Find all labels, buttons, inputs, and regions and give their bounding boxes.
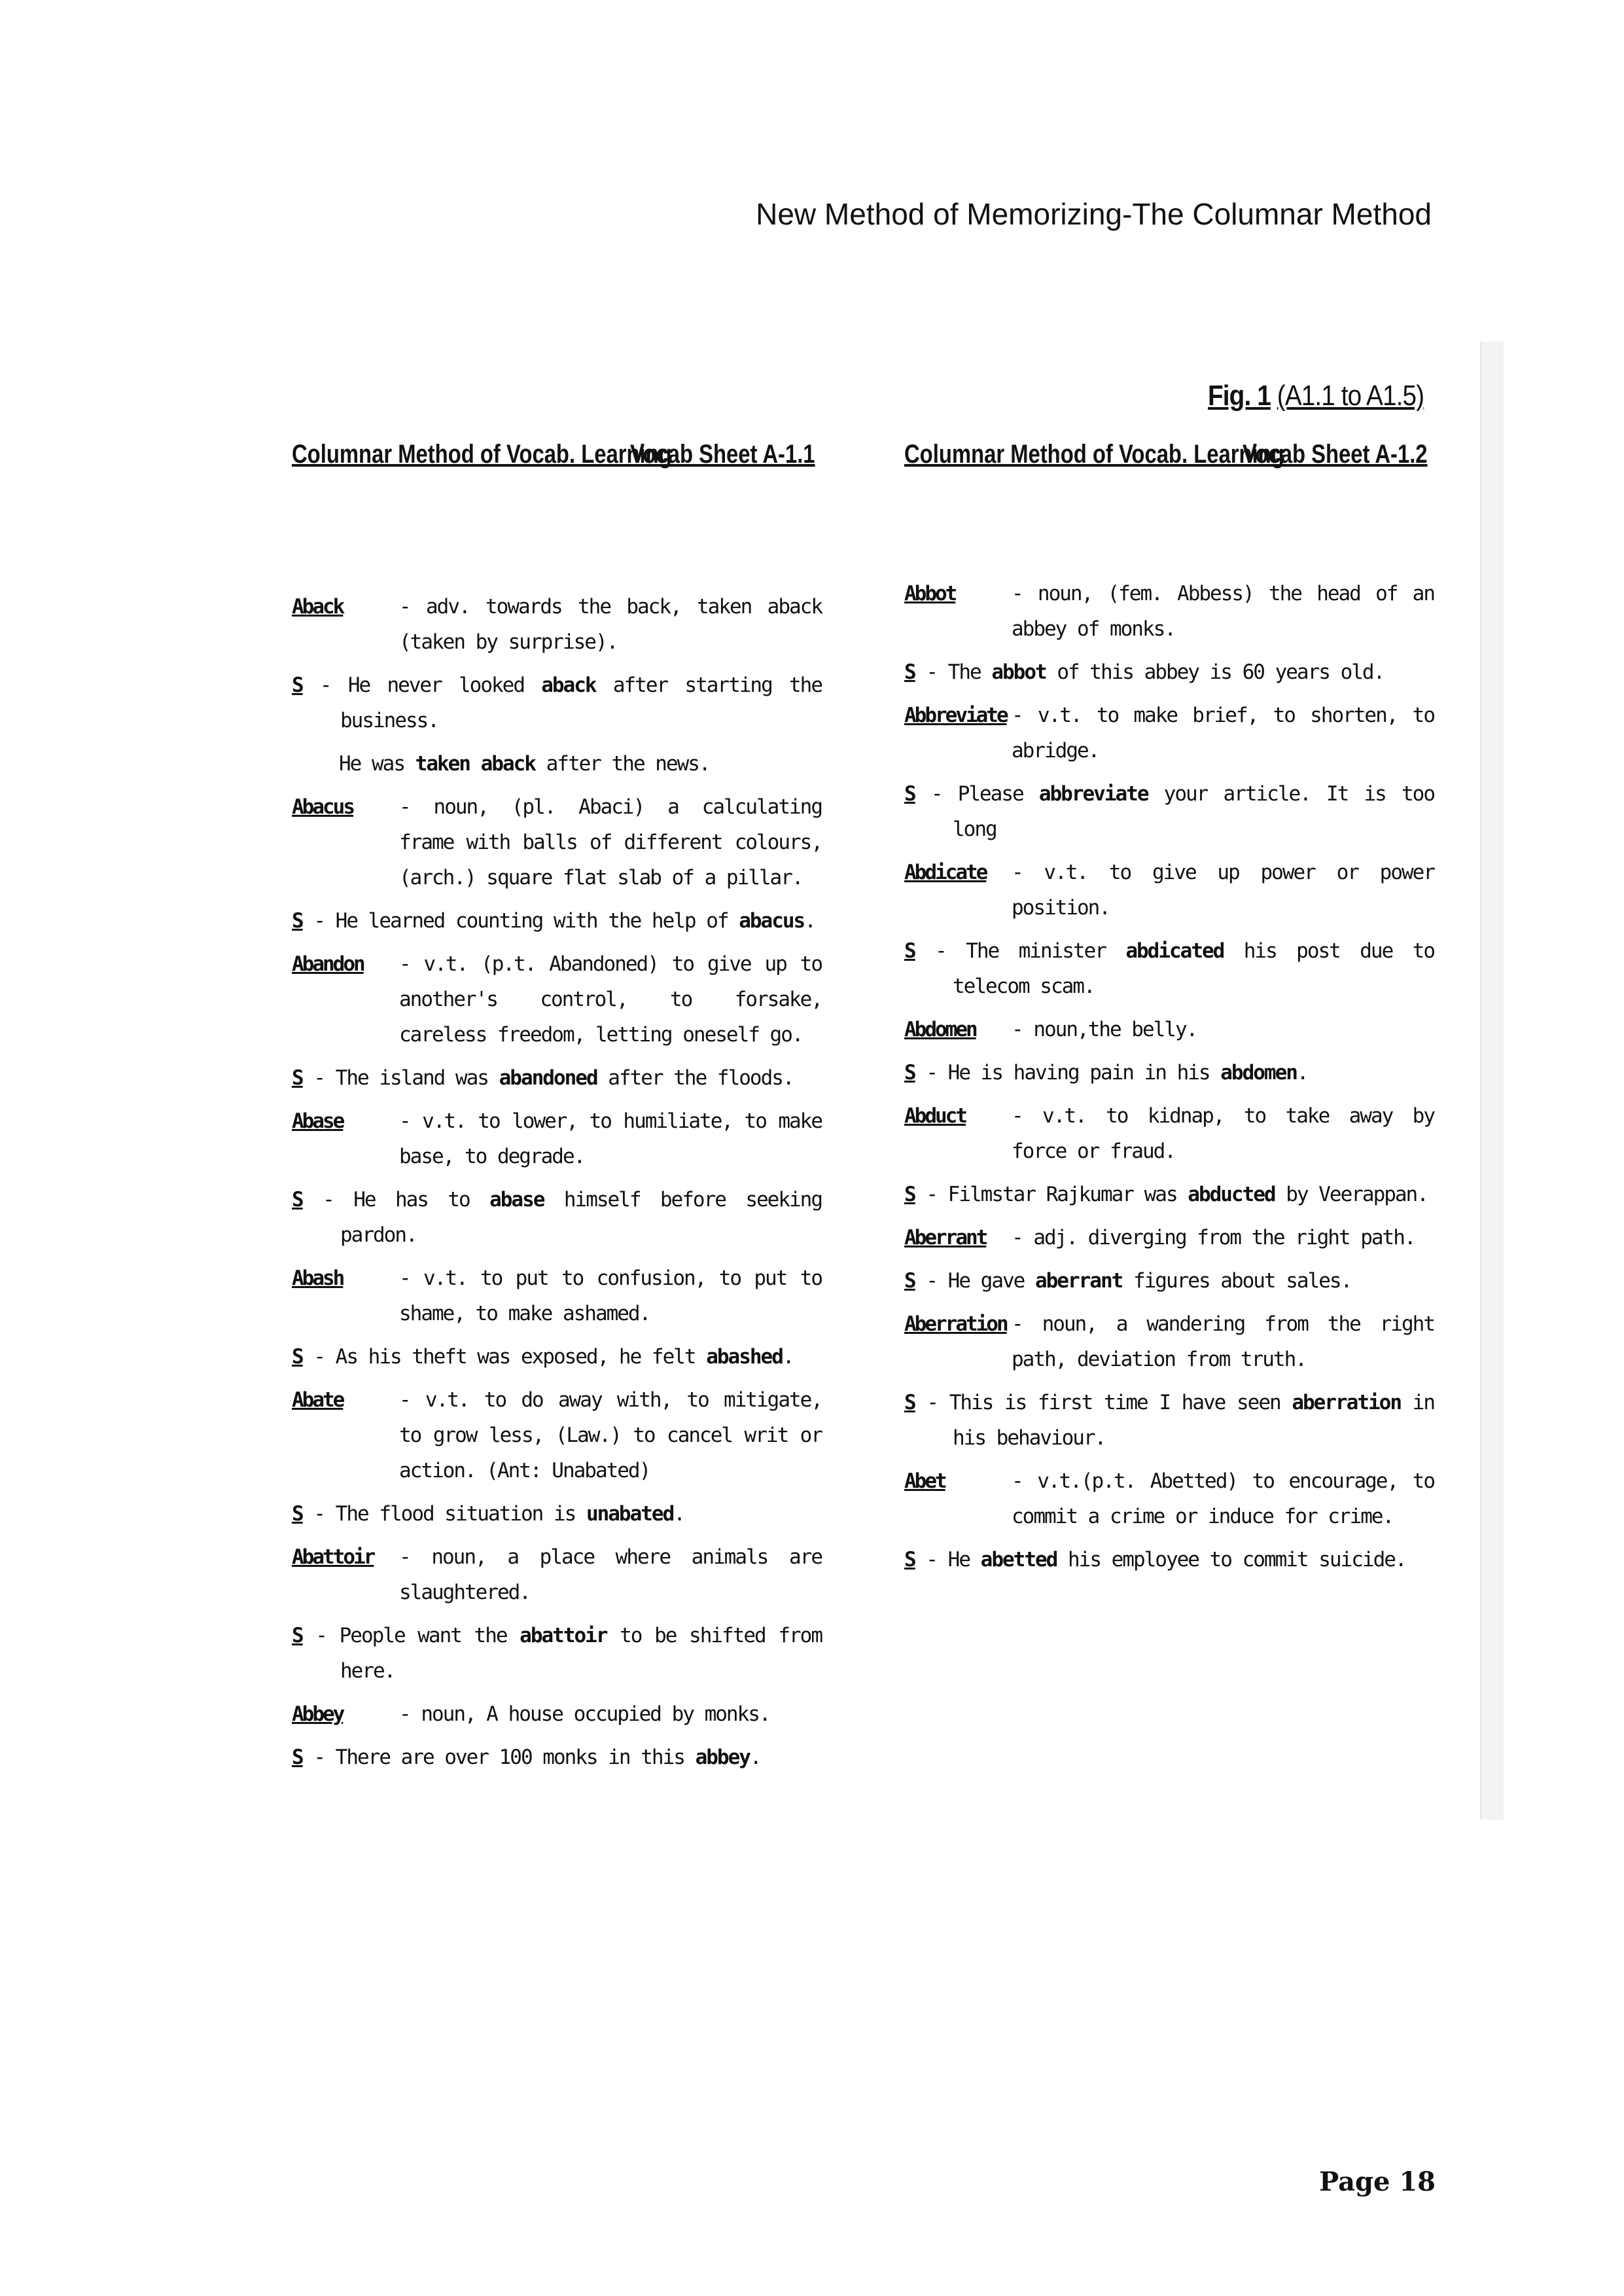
headword: Abdicate bbox=[904, 861, 987, 884]
headword: Abdomen bbox=[904, 1018, 976, 1041]
sentence-marker: S bbox=[292, 1624, 303, 1647]
definition: - noun, (fem. Abbess) the head of an abbey of monks. bbox=[1012, 582, 1434, 641]
definition: - noun, a place where animals are slaughtered. bbox=[399, 1545, 822, 1604]
sentence-dash: - bbox=[915, 1269, 948, 1293]
example-sentence bbox=[292, 903, 822, 939]
example-sentence bbox=[904, 1055, 1434, 1090]
sentence-post: his post due to telecom scam. bbox=[953, 939, 1434, 998]
example-sentence bbox=[292, 746, 822, 781]
sentence-pre: He bbox=[947, 1548, 981, 1571]
definition: - adj. diverging from the right path. bbox=[1012, 1226, 1415, 1249]
definition: - v.t. to give up power or power position. bbox=[1012, 861, 1434, 920]
sentence-keyword: aback bbox=[541, 673, 596, 697]
sentence-keyword: aberrant bbox=[1034, 1269, 1123, 1293]
sentence-keyword: abandoned bbox=[499, 1066, 597, 1090]
sentence-post: figures about sales. bbox=[1122, 1269, 1352, 1293]
sentence-pre: He has to bbox=[353, 1188, 490, 1211]
example-sentence bbox=[904, 655, 1434, 690]
sheet-id: Vocab Sheet A-1.1 bbox=[630, 440, 815, 469]
sentence-pre: He gave bbox=[947, 1269, 1035, 1293]
sentence-post: himself before seeking pardon. bbox=[340, 1188, 822, 1247]
vocab-column-right bbox=[904, 576, 1434, 1585]
vocab-entry bbox=[904, 1220, 1434, 1255]
sentence-pre: He learned counting with the help of bbox=[335, 909, 739, 933]
sentence-pre: The island was bbox=[335, 1066, 499, 1090]
example-sentence bbox=[904, 1177, 1434, 1212]
sentence-dash: - bbox=[302, 1188, 354, 1211]
definition: - v.t.(p.t. Abetted) to encourage, to commit a crime or induce for crime. bbox=[1012, 1469, 1434, 1528]
sentence-post: to be shifted from here. bbox=[340, 1624, 822, 1683]
sentence-post: after the news. bbox=[535, 752, 710, 776]
sentence-keyword: abdomen bbox=[1220, 1061, 1297, 1085]
sentence-post: his employee to commit suicide. bbox=[1057, 1548, 1406, 1571]
sentence-dash: - bbox=[915, 1183, 948, 1206]
sentence-post: your article. It is too long bbox=[953, 782, 1434, 841]
sentence-pre: People want the bbox=[339, 1624, 520, 1647]
sentence-marker: S bbox=[292, 1345, 303, 1369]
headword: Abase bbox=[292, 1109, 344, 1133]
vocab-entry bbox=[292, 1382, 822, 1488]
vocab-entry bbox=[904, 698, 1434, 768]
sentence-pre: As his theft was exposed, he felt bbox=[335, 1345, 707, 1369]
sentence-marker: S bbox=[292, 673, 303, 697]
example-sentence bbox=[292, 1496, 822, 1532]
sentence-dash: - bbox=[302, 1746, 336, 1769]
definition: - v.t. to do away with, to mitigate, to grow less, (Law.) to cancel writ or action. (Ant: Unabated) bbox=[399, 1388, 822, 1482]
sentence-keyword: abbreviate bbox=[1038, 782, 1148, 806]
headword: Abattoir bbox=[292, 1545, 374, 1569]
sentence-dash: - bbox=[915, 660, 948, 684]
sentence-marker: S bbox=[292, 909, 303, 933]
sentence-keyword: abbey bbox=[695, 1746, 750, 1769]
definition: - noun, a wandering from the right path, deviation from truth. bbox=[1012, 1312, 1434, 1371]
sentence-keyword: abetted bbox=[980, 1548, 1057, 1571]
sentence-post: of this abbey is 60 years old. bbox=[1046, 660, 1385, 684]
sentence-marker: S bbox=[292, 1746, 303, 1769]
figure-range: (A1.1 to A1.5) bbox=[1277, 380, 1424, 412]
sentence-pre: Filmstar Rajkumar was bbox=[947, 1183, 1188, 1206]
sentence-dash: - bbox=[915, 1391, 949, 1414]
figure-caption bbox=[1208, 380, 1424, 412]
example-sentence bbox=[904, 1385, 1434, 1456]
vocab-entry bbox=[292, 1103, 822, 1174]
sentence-keyword: aberration bbox=[1292, 1391, 1401, 1414]
sentence-post: . bbox=[1296, 1061, 1308, 1085]
sentence-marker: S bbox=[904, 1269, 915, 1293]
vocab-entry bbox=[904, 576, 1434, 647]
sentence-keyword: abacus bbox=[739, 909, 805, 933]
sentence-keyword: abase bbox=[489, 1188, 544, 1211]
sentence-keyword: abashed bbox=[706, 1345, 783, 1369]
vocab-entry bbox=[904, 1098, 1434, 1169]
example-sentence bbox=[292, 1618, 822, 1689]
headword: Abacus bbox=[292, 795, 353, 819]
sentence-post: . bbox=[749, 1746, 761, 1769]
headword: Aberrant bbox=[904, 1226, 987, 1249]
sentence-pre: Please bbox=[957, 782, 1039, 806]
vocab-entry bbox=[904, 1463, 1434, 1534]
sentence-dash: - bbox=[302, 1624, 340, 1647]
definition: - v.t. to put to confusion, to put to shame, to make ashamed. bbox=[399, 1266, 822, 1325]
sentence-dash: - bbox=[302, 909, 336, 933]
sentence-keyword: abdicated bbox=[1125, 939, 1224, 963]
vocab-column-left bbox=[292, 589, 822, 1783]
example-sentence bbox=[904, 1263, 1434, 1299]
definition: - v.t. to make brief, to shorten, to abridge. bbox=[1012, 704, 1434, 762]
sheet-header-left bbox=[292, 440, 815, 479]
figure-label: Fig. 1 bbox=[1207, 380, 1271, 412]
sheet-title: Columnar Method of Vocab. Learning bbox=[904, 440, 1284, 469]
sentence-pre: The flood situation is bbox=[335, 1502, 586, 1526]
sentence-pre: He was bbox=[339, 752, 415, 776]
sentence-keyword: unabated bbox=[586, 1502, 674, 1526]
definition: - v.t. to kidnap, to take away by force or fraud. bbox=[1012, 1104, 1434, 1163]
sentence-keyword: taken aback bbox=[415, 752, 535, 776]
sentence-dash: - bbox=[302, 673, 348, 697]
sentence-dash: - bbox=[302, 1502, 336, 1526]
sentence-pre: This is first time I have seen bbox=[949, 1391, 1292, 1414]
sentence-marker: S bbox=[904, 939, 915, 963]
sentence-marker: S bbox=[904, 1548, 915, 1571]
definition: - noun, A house occupied by monks. bbox=[399, 1702, 770, 1726]
sentence-keyword: abducted bbox=[1188, 1183, 1275, 1206]
sentence-marker: S bbox=[904, 1061, 915, 1085]
sentence-post: . bbox=[673, 1502, 684, 1526]
sentence-marker: S bbox=[904, 782, 915, 806]
sentence-pre: He is having pain in his bbox=[947, 1061, 1221, 1085]
sentence-pre: The minister bbox=[966, 939, 1126, 963]
headword: Abbey bbox=[292, 1702, 344, 1726]
sentence-post: . bbox=[804, 909, 815, 933]
example-sentence bbox=[904, 776, 1434, 847]
sentence-marker: S bbox=[292, 1188, 303, 1211]
headword: Abandon bbox=[292, 952, 364, 976]
sheet-id: Vocab Sheet A-1.2 bbox=[1243, 440, 1428, 469]
running-head: New Method of Memorizing-The Columnar Method bbox=[756, 197, 1432, 231]
example-sentence bbox=[904, 1542, 1434, 1577]
definition: - v.t. to lower, to humiliate, to make base, to degrade. bbox=[399, 1109, 822, 1168]
headword: Abbreviate bbox=[904, 704, 1007, 727]
example-sentence bbox=[292, 1339, 822, 1374]
example-sentence bbox=[904, 933, 1434, 1004]
sentence-post: in his behaviour. bbox=[953, 1391, 1434, 1450]
example-sentence bbox=[292, 1740, 822, 1775]
example-sentence bbox=[292, 668, 822, 738]
vocab-entry bbox=[904, 855, 1434, 925]
sentence-pre: He never looked bbox=[347, 673, 542, 697]
page-number: Page 18 bbox=[1319, 2166, 1436, 2197]
headword: Abet bbox=[904, 1469, 945, 1493]
sentence-marker: S bbox=[292, 1066, 303, 1090]
sentence-dash: - bbox=[915, 782, 958, 806]
sentence-dash: - bbox=[915, 939, 966, 963]
headword: Aback bbox=[292, 595, 344, 619]
vocab-entry bbox=[292, 1539, 822, 1610]
headword: Abduct bbox=[904, 1104, 966, 1128]
sheet-header-right bbox=[904, 440, 1428, 479]
vocab-entry bbox=[292, 946, 822, 1052]
definition: - adv. towards the back, taken aback (taken by surprise). bbox=[399, 595, 822, 654]
sentence-keyword: abbot bbox=[991, 660, 1046, 684]
sentence-dash: - bbox=[302, 1345, 336, 1369]
definition: - v.t. (p.t. Abandoned) to give up to another's control, to forsake, careless freedom, letting oneself go. bbox=[399, 952, 822, 1047]
headword: Abbot bbox=[904, 582, 956, 605]
sheet-title: Columnar Method of Vocab. Learning bbox=[292, 440, 672, 469]
vocab-entry bbox=[904, 1306, 1434, 1377]
sentence-pre: There are over 100 monks in this bbox=[335, 1746, 696, 1769]
example-sentence bbox=[292, 1060, 822, 1096]
sentence-pre: The bbox=[947, 660, 992, 684]
sentence-post: by Veerappan. bbox=[1275, 1183, 1428, 1206]
definition: - noun, (pl. Abaci) a calculating frame with balls of different colours, (arch.) square flat slab of a pillar. bbox=[399, 795, 822, 889]
scan-edge-strip bbox=[1480, 342, 1504, 1820]
headword: Abash bbox=[292, 1266, 344, 1290]
vocab-entry bbox=[292, 589, 822, 660]
sentence-post: . bbox=[782, 1345, 794, 1369]
sentence-marker: S bbox=[904, 1183, 915, 1206]
sentence-marker: S bbox=[904, 1391, 915, 1414]
vocab-entry bbox=[292, 789, 822, 895]
vocab-entry bbox=[292, 1261, 822, 1331]
sentence-keyword: abattoir bbox=[520, 1624, 607, 1647]
sentence-marker: S bbox=[292, 1502, 303, 1526]
vocab-entry bbox=[292, 1696, 822, 1732]
sentence-dash: - bbox=[302, 1066, 336, 1090]
sentence-dash: - bbox=[915, 1061, 948, 1085]
sentence-post: after starting the business. bbox=[340, 673, 822, 732]
headword: Aberration bbox=[904, 1312, 1007, 1336]
sentence-post: after the floods. bbox=[597, 1066, 794, 1090]
example-sentence bbox=[292, 1182, 822, 1253]
vocab-entry bbox=[904, 1012, 1434, 1047]
sentence-dash: - bbox=[915, 1548, 948, 1571]
sentence-marker: S bbox=[904, 660, 915, 684]
headword: Abate bbox=[292, 1388, 344, 1412]
definition: - noun,the belly. bbox=[1012, 1018, 1197, 1041]
